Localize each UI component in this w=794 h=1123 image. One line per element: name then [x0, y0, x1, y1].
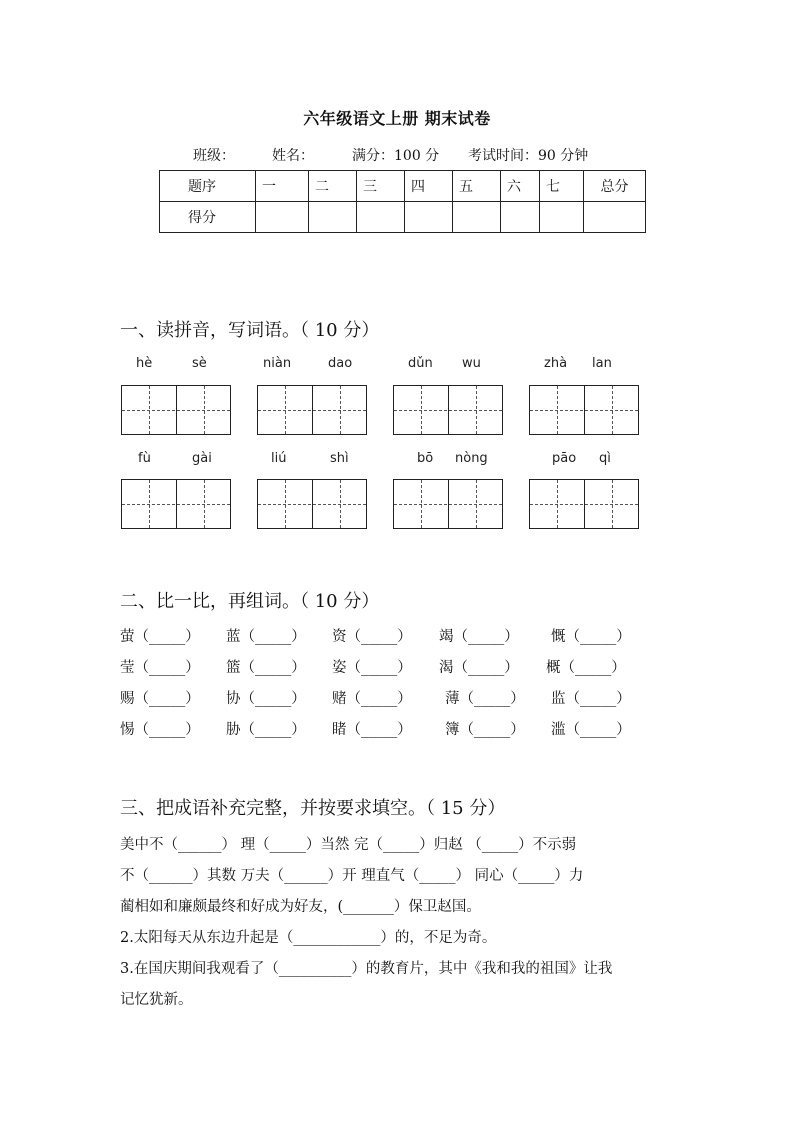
fill-blank-line[interactable]: 2.太阳每天从东边升起是（____________）的，不足为奇。: [120, 930, 497, 946]
character-writing-grid[interactable]: [257, 385, 367, 435]
word-item[interactable]: 睹（_____）: [332, 722, 412, 738]
fill-blank-line[interactable]: 蔺相如和廉颇最终和好成为好友，(_______）保卫赵国。: [120, 899, 481, 915]
word-item[interactable]: 薄（_____）: [445, 691, 525, 707]
table-cell: 六: [501, 171, 540, 202]
score-input-cell[interactable]: [405, 202, 453, 233]
pinyin-label: bō: [417, 451, 434, 466]
table-cell: 总分: [584, 171, 646, 202]
score-table-score-row: [160, 202, 646, 233]
character-writing-grid[interactable]: [529, 479, 639, 529]
word-item[interactable]: 监（_____）: [551, 691, 631, 707]
pinyin-label: dǔn: [408, 356, 433, 371]
character-writing-grid[interactable]: [121, 385, 231, 435]
table-cell: 得分: [160, 202, 256, 233]
word-item[interactable]: 慨（_____）: [551, 629, 631, 645]
word-item[interactable]: 蓝（_____）: [226, 629, 306, 645]
pinyin-label: hè: [136, 356, 153, 371]
word-item[interactable]: 莹（_____）: [120, 660, 200, 676]
table-cell: 二: [309, 171, 357, 202]
word-item[interactable]: 概（_____）: [546, 660, 626, 676]
word-item[interactable]: 资（_____）: [332, 629, 412, 645]
word-item[interactable]: 簿（_____）: [445, 722, 525, 738]
table-cell: 七: [540, 171, 584, 202]
score-input-cell[interactable]: [256, 202, 309, 233]
pinyin-label: sè: [192, 356, 207, 371]
pinyin-label: wu: [462, 356, 481, 371]
character-writing-grid[interactable]: [393, 385, 503, 435]
page-title: 六年级语文上册 期末试卷: [303, 109, 491, 128]
character-writing-grid[interactable]: [257, 479, 367, 529]
word-item[interactable]: 惕（_____）: [120, 722, 200, 738]
word-item[interactable]: 协（_____）: [226, 691, 306, 707]
score-input-cell[interactable]: [501, 202, 540, 233]
word-item[interactable]: 滥（_____）: [551, 722, 631, 738]
pinyin-label: pāo: [552, 451, 577, 466]
word-item[interactable]: 姿（_____）: [332, 660, 412, 676]
pinyin-label: fù: [138, 451, 151, 466]
class-field-label: 班级：: [193, 148, 235, 164]
section-2-title: 二、比一比，再组词。（ 10 分）: [120, 591, 380, 612]
pinyin-label: shì: [330, 451, 349, 466]
fill-blank-line[interactable]: 3.在国庆期间我观看了（__________）的教育片，其中《我和我的祖国》让我: [120, 961, 613, 977]
word-item[interactable]: 赐（_____）: [120, 691, 200, 707]
pinyin-label: gài: [192, 451, 212, 466]
pinyin-label: nòng: [455, 451, 488, 466]
section-3-title: 三、把成语补充完整，并按要求填空。（ 15 分）: [120, 798, 506, 819]
word-item[interactable]: 篮（_____）: [226, 660, 306, 676]
idiom-line[interactable]: 美中不（______） 理（_____）当然 完（_____）归赵 （_____）不示弱: [120, 837, 577, 853]
pinyin-label: zhà: [544, 356, 568, 371]
character-writing-grid[interactable]: [121, 479, 231, 529]
idiom-line[interactable]: 不（______）其数 万夫（______）开 理直气（_____） 同心（_____）力: [120, 868, 584, 884]
score-input-cell[interactable]: [584, 202, 646, 233]
word-item[interactable]: 渴（_____）: [439, 660, 519, 676]
score-input-cell[interactable]: [309, 202, 357, 233]
word-item[interactable]: 竭（_____）: [439, 629, 519, 645]
pinyin-label: liú: [271, 451, 287, 466]
pinyin-label: dao: [328, 356, 353, 371]
pinyin-label: niàn: [263, 356, 292, 371]
table-cell: 四: [405, 171, 453, 202]
fill-blank-line-continued: 记忆犹新。: [120, 992, 193, 1008]
word-item[interactable]: 萤（_____）: [120, 629, 200, 645]
score-table: [159, 170, 646, 233]
score-input-cell[interactable]: [453, 202, 501, 233]
score-input-cell[interactable]: [357, 202, 405, 233]
name-field-label: 姓名：: [272, 148, 314, 164]
exam-time-label: 考试时间：90 分钟: [468, 148, 589, 164]
pinyin-label: qì: [599, 451, 611, 466]
table-cell: 一: [256, 171, 309, 202]
score-table-header-row: [160, 171, 646, 202]
full-score-label: 满分：100 分: [352, 148, 440, 164]
character-writing-grid[interactable]: [529, 385, 639, 435]
word-item[interactable]: 胁（_____）: [226, 722, 306, 738]
table-cell: 题序: [160, 171, 256, 202]
section-1-title: 一、读拼音，写词语。（ 10 分）: [120, 320, 380, 341]
word-item[interactable]: 赌（_____）: [332, 691, 412, 707]
character-writing-grid[interactable]: [393, 479, 503, 529]
score-input-cell[interactable]: [540, 202, 584, 233]
table-cell: 三: [357, 171, 405, 202]
pinyin-label: lan: [592, 356, 612, 371]
table-cell: 五: [453, 171, 501, 202]
